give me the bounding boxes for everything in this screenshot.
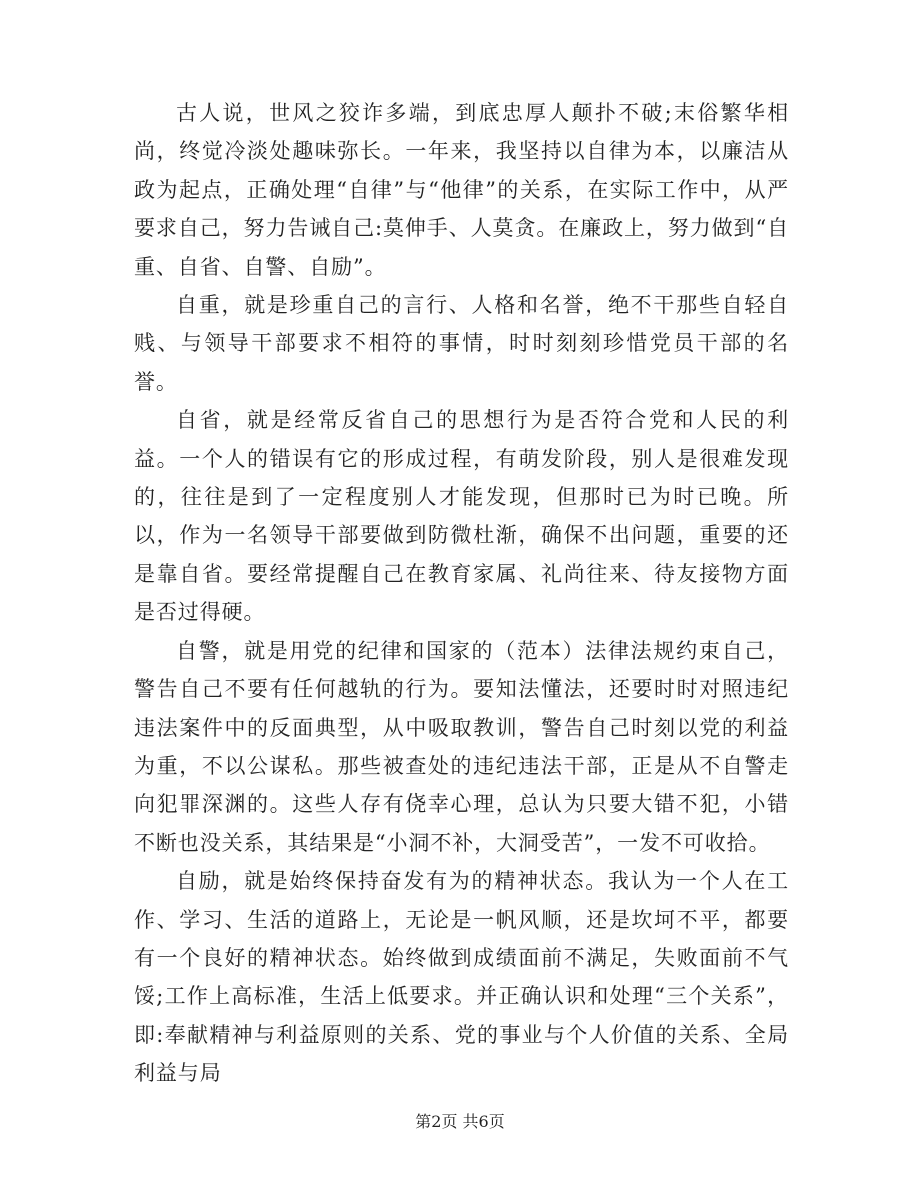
body-text (134, 94, 789, 1093)
paragraph-self-warning: 自警，就是用党的纪律和国家的（范本）法律法规约束自己，警告自己不要有任何越轨的行为。要知法懂法，还要时时对照违纪违法案件中的反面典型，从中吸取教训，警告自己时刻以党的利益为重，不以公谋私。那些被查处的违纪违法干部，正是从不自警走向犯罪深渊的。这些人存有侥幸心理，总认为只要大错不犯，小错不断也没关系，其结果是“小洞不补，大洞受苦”，一发不可收拾。 (134, 638, 789, 855)
paragraph-intro: 古人说，世风之狡诈多端，到底忠厚人颠扑不破;末俗繁华相尚，终觉冷淡处趣味弥长。一年来，我坚持以自律为本，以廉洁从政为起点，正确处理“自律”与“他律”的关系，在实际工作中，从严要求自己，努力告诫自己:莫伸手、人莫贪。在廉政上，努力做到“自重、自省、自警、自励”。 (134, 101, 789, 279)
paragraph-self-reflection: 自省，就是经常反省自己的思想行为是否符合党和人民的利益。一个人的错误有它的形成过程，有萌发阶段，别人是很难发现的，往往是到了一定程度别人才能发现，但那时已为时已晚。所以，作为一名领导干部要做到防微杜渐，确保不出问题，重要的还是靠自省。要经常提醒自己在教育家属、礼尚往来、待友接物方面是否过得硬。 (134, 408, 789, 625)
page-number-footer: 第2页 共6页 (415, 1112, 505, 1131)
paragraph-self-respect: 自重，就是珍重自己的言行、人格和名誉，绝不干那些自轻自贱、与领导干部要求不相符的事情，时时刻刻珍惜党员干部的名誉。 (134, 293, 789, 394)
paragraph-self-encouragement: 自励，就是始终保持奋发有为的精神状态。我认为一个人在工作、学习、生活的道路上，无论是一帆风顺，还是坎坷不平，都要有一个良好的精神状态。始终做到成绩面前不满足，失败面前不气馁;工作上高标准，生活上低要求。并正确认识和处理“三个关系”，即:奉献精神与利益原则的关系、党的事业与个人价值的关系、全局利益与局 (134, 869, 789, 1086)
